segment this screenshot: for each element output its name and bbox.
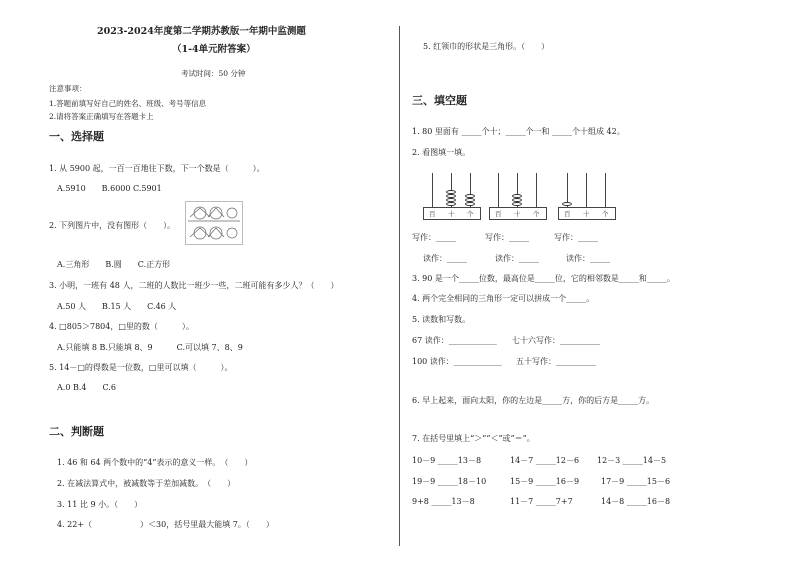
question-text: 5. 14－□的得数是一位数，□里可以填（ ）。: [49, 363, 233, 372]
compare-item: 15－9 _____16－9: [510, 477, 580, 486]
question-text: 4. □805＞7804，□里的数（ ）。: [49, 322, 194, 331]
compare-item: 10－9 _____13－8: [412, 456, 482, 465]
section-title-judge: 二、判断题: [49, 425, 104, 438]
question-text: 3. 90 是一个_____位数，最高位是_____位，它的相邻数是_____和_____。: [412, 274, 675, 283]
question-text: 3. 小明，一班有 48 人，二班的人数比一班少一些，二班可能有多少人？（ ）: [49, 281, 339, 290]
question-text: 2. 看图填一填。: [412, 148, 471, 157]
compare-item: 11－7 _____7+7: [510, 497, 573, 506]
question-options: A.0 B.4 C.6: [57, 383, 116, 392]
question-options: A.5910 B.6000 C.5901: [57, 184, 162, 193]
abacus-label: 十: [583, 210, 590, 218]
question-text: 7. 在括号里填上“＞”“＜”或“＝”。: [412, 434, 535, 443]
abacus-label: 百: [564, 210, 571, 218]
page-title: 2023-2024年度第二学期苏教版一年期中监测题: [97, 26, 306, 37]
question-text: 1. 80 里面有 _____个十；_____个一和 _____个十组成 42。: [412, 127, 625, 136]
abacus-figure: [423, 172, 481, 220]
abacus-label: 个: [467, 210, 474, 218]
abacus-label: 百: [429, 210, 436, 218]
notice-heading: 注意事项：: [49, 84, 87, 93]
question-text: 1. 从 5900 起，一百一百地往下数，下一个数是（ ）。: [49, 164, 265, 173]
notice-item: 2.请将答案正确填写在答题卡上: [49, 112, 154, 121]
answer-blank: 读作：_____: [566, 254, 610, 263]
read-write-item: 七十六写作：__________: [512, 336, 600, 345]
section-title-choice: 一、选择题: [49, 130, 104, 143]
compare-item: 12－3 _____14－5: [597, 456, 667, 465]
abacus-label: 个: [602, 210, 609, 218]
compare-item: 14－8 _____16－8: [601, 497, 671, 506]
question-text: 5. 红领巾的形状是三角形。（ ）: [423, 42, 550, 51]
page-subtitle: （1-4单元附答案）: [172, 44, 256, 55]
question-figure: [185, 201, 243, 245]
notice-item: 1.答题前填写好自己的姓名、班级、考号等信息: [49, 99, 207, 108]
question-options: A.只能填 8 B.只能填 8、9 C.可以填 7、8、9: [57, 343, 243, 352]
abacus-label: 十: [514, 210, 521, 218]
section-title-fill: 三、填空题: [412, 94, 467, 107]
read-write-item: 67 读作：____________: [412, 336, 497, 345]
compare-item: 17－9 _____15－6: [601, 477, 671, 486]
question-text: 2. 在减法算式中，被减数等于差加减数。 （ ）: [57, 479, 236, 488]
abacus-figure: [558, 172, 616, 220]
answer-blank: 写作：_____: [412, 233, 456, 242]
read-write-item: 100 读作：____________: [412, 357, 502, 366]
question-text: 5. 读数和写数。: [412, 315, 471, 324]
question-text: 1. 46 和 64 两个数中的“4”表示的意义一样。 （ ）: [57, 458, 253, 467]
compare-item: 14－7 _____12－6: [510, 456, 580, 465]
abacus-label: 百: [495, 210, 502, 218]
question-options: A.50 人 B.15 人 C.46 人: [57, 302, 177, 311]
answer-blank: 写作：_____: [485, 233, 529, 242]
question-text: 3. 11 比 9 小。（ ）: [57, 500, 143, 509]
circles-figure-icon: [186, 202, 242, 244]
question-text: 4. 22+（ ）＜30，括号里最大能填 7。（ ）: [57, 520, 274, 529]
answer-blank: 读作：_____: [423, 254, 467, 263]
question-options: A.三角形 B.圆 C.正方形: [57, 260, 171, 269]
question-text: 2. 下列图片中，没有图形（ ）。: [49, 221, 176, 230]
abacus-label: 十: [448, 210, 455, 218]
abacus-label: 个: [533, 210, 540, 218]
compare-item: 9+8 _____13－8: [412, 497, 475, 506]
answer-blank: 写作：_____: [554, 233, 598, 242]
column-divider: [399, 26, 400, 546]
abacus-figure: [489, 172, 547, 220]
read-write-item: 五十写作：__________: [516, 357, 596, 366]
compare-item: 19－9 _____18－10: [412, 477, 487, 486]
question-text: 4. 两个完全相同的三角形一定可以拼成一个_____。: [412, 294, 595, 303]
answer-blank: 读作：_____: [495, 254, 539, 263]
exam-time: 考试时间：50 分钟: [181, 69, 246, 78]
question-text: 6. 早上起来，面向太阳，你的左边是_____方，你的后方是_____方。: [412, 396, 655, 405]
